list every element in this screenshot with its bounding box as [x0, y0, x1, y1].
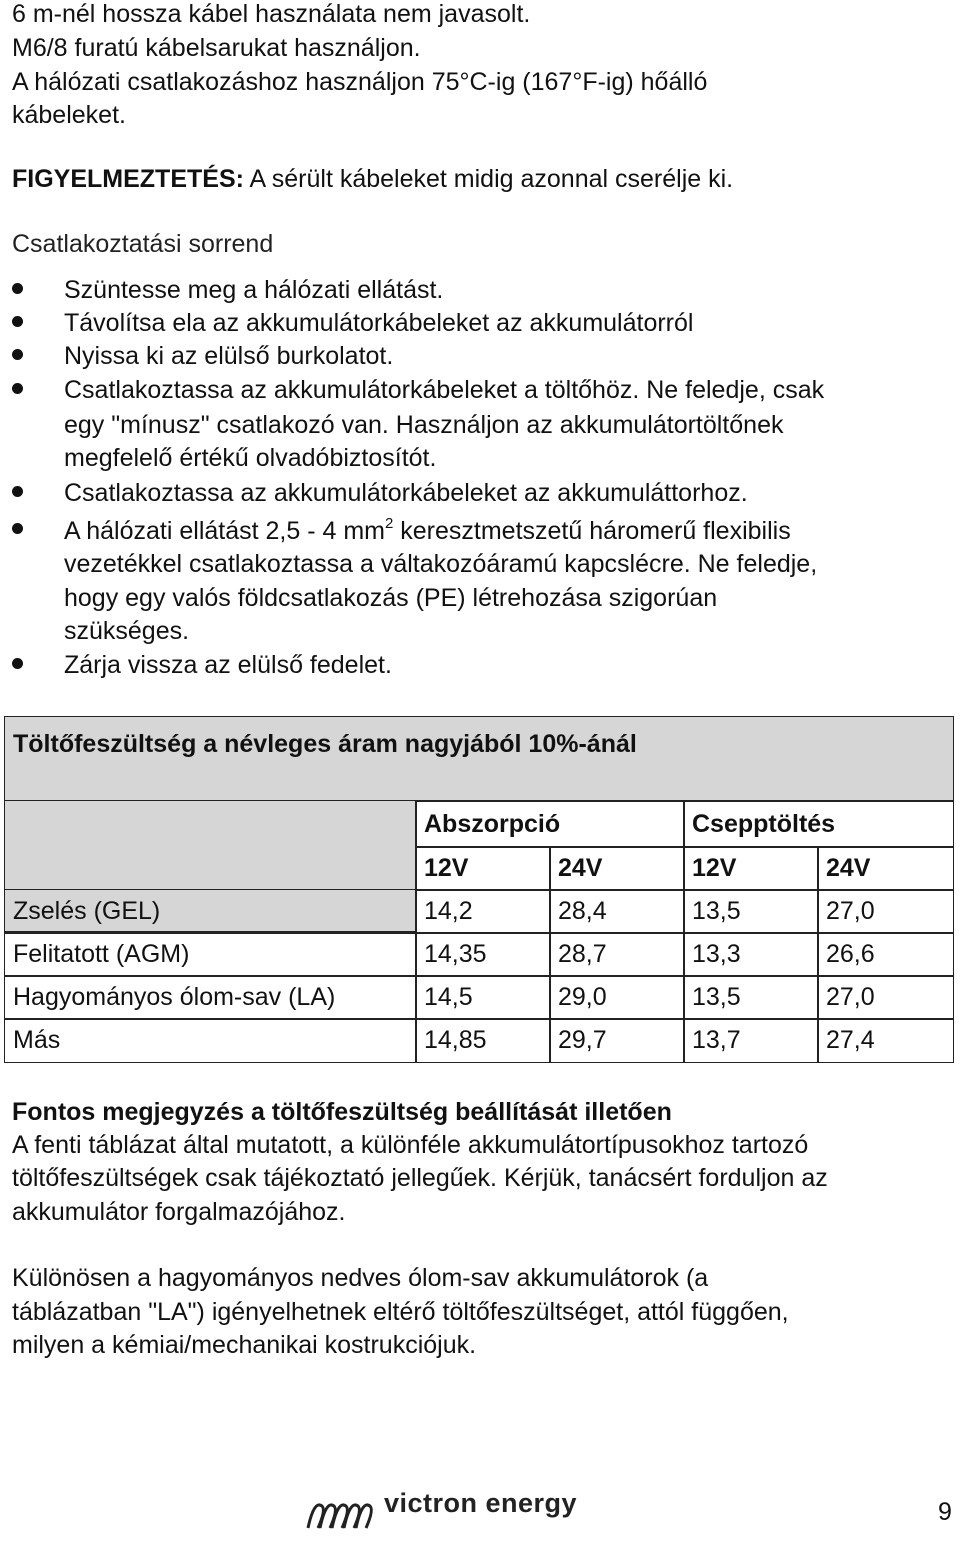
table-cell: 29,7 [549, 1018, 685, 1063]
bullet-dot [12, 486, 23, 497]
bullet-dot [12, 316, 23, 327]
warning-body: A sérült kábeleket midig azonnal cserélje ki. [243, 165, 734, 193]
bullet-item-line: A hálózati ellátást 2,5 - 4 $mm^2$ keresztmetszetű háromerű flexibilis [64, 515, 791, 545]
table-cell: 13,3 [683, 932, 819, 977]
superscript: 2 [384, 515, 394, 532]
sub-header: 12V [683, 846, 819, 891]
bullet-item-line: hogy egy valós földcsatlakozás (PE) létrehozása szigorúan [64, 584, 718, 612]
table-cell: 28,4 [549, 889, 685, 934]
intro-line: 6 m-nél hossza kábel használata nem javasolt. [12, 0, 531, 28]
table-cell: 29,0 [549, 975, 685, 1020]
note-line: töltőfeszültségek csak tájékoztató jellegűek. Kérjük, tanácsért forduljon az [12, 1164, 828, 1192]
sequence-heading: Csatlakoztatási sorrend [12, 230, 274, 258]
bullet-dot [12, 383, 23, 394]
sub-header: 12V [415, 846, 551, 891]
table-cell: 13,7 [683, 1018, 819, 1063]
table-cell: 13,5 [683, 889, 819, 934]
table-title: Töltőfeszültség a névleges áram nagyjából 10%-ánál [4, 716, 954, 802]
intro-line: M6/8 furatú kábelsarukat használjon. [12, 34, 421, 62]
table-cell: 26,6 [817, 932, 954, 977]
bullet-dot [12, 523, 23, 534]
table-cell: 13,5 [683, 975, 819, 1020]
row-label: Felitatott (AGM) [4, 932, 417, 977]
table-cell: 14,5 [415, 975, 551, 1020]
table-cell: 14,35 [415, 932, 551, 977]
bullet-item-line: szükséges. [64, 617, 190, 645]
warning-label: FIGYELMEZTETÉS: [12, 165, 244, 193]
bullet-item: Távolítsa ela az akkumulátorkábeleket az akkumulátorról [64, 309, 694, 337]
row-label: Zselés (GEL) [4, 889, 417, 934]
bullet-dot [12, 283, 23, 294]
note-heading: Fontos megjegyzés a töltőfeszültség beállítását illetően [12, 1098, 672, 1126]
table-cell: 14,85 [415, 1018, 551, 1063]
bullet-item-line: egy "mínusz" csatlakozó van. Használjon az akkumulátortöltőnek [64, 411, 784, 439]
brand-name: victron energy [384, 1488, 578, 1518]
note-line: táblázatban "LA") igényelhetnek eltérő töltőfeszültséget, attól függően, [12, 1298, 789, 1326]
bullet-item-line: megfelelő értékű olvadóbiztosítót. [64, 444, 437, 472]
sub-header: 24V [817, 846, 954, 891]
bullet-item: Nyissa ki az elülső burkolatot. [64, 342, 394, 370]
group-header: Csepptöltés [683, 800, 954, 848]
note-line: Különösen a hagyományos nedves ólom-sav akkumulátorok (a [12, 1264, 709, 1292]
table-cell: 27,4 [817, 1018, 954, 1063]
bullet-item-line: Csatlakoztassa az akkumulátorkábeleket a töltőhöz. Ne feledje, csak [64, 376, 825, 404]
intro-line: kábeleket. [12, 101, 126, 129]
table-cell: 14,2 [415, 889, 551, 934]
page-number: 9 [938, 1498, 952, 1526]
warning-text [12, 167, 733, 192]
table-cell: 28,7 [549, 932, 685, 977]
intro-line: A hálózati csatlakozáshoz használjon 75°C-ig (167°F-ig) hőálló [12, 68, 708, 96]
note-line: akkumulátor forgalmazójához. [12, 1198, 346, 1226]
table-cell: 27,0 [817, 889, 954, 934]
bullet-item: Szüntesse meg a hálózati ellátást. [64, 276, 444, 304]
sub-header: 24V [549, 846, 685, 891]
group-header: Abszorpció [415, 800, 685, 848]
row-label: Hagyományos ólom-sav (LA) [4, 975, 417, 1020]
note-line: A fenti táblázat által mutatott, a különféle akkumulátortípusokhoz tartozó [12, 1131, 809, 1159]
bullet-item: Csatlakoztassa az akkumulátorkábeleket az akkumuláttorhoz. [64, 479, 748, 507]
note-line: milyen a kémiai/mechanikai kostrukciójuk. [12, 1331, 477, 1359]
bullet-item-line: vezetékkel csatlakoztassa a váltakozóáramú kapcslécre. Ne feledje, [64, 550, 818, 578]
table-cell: 27,0 [817, 975, 954, 1020]
victron-logo-icon [304, 1494, 376, 1541]
bullet-item: Zárja vissza az elülső fedelet. [64, 651, 392, 679]
bullet-dot [12, 658, 23, 669]
row-label: Más [4, 1018, 417, 1063]
bullet-dot [12, 349, 23, 360]
